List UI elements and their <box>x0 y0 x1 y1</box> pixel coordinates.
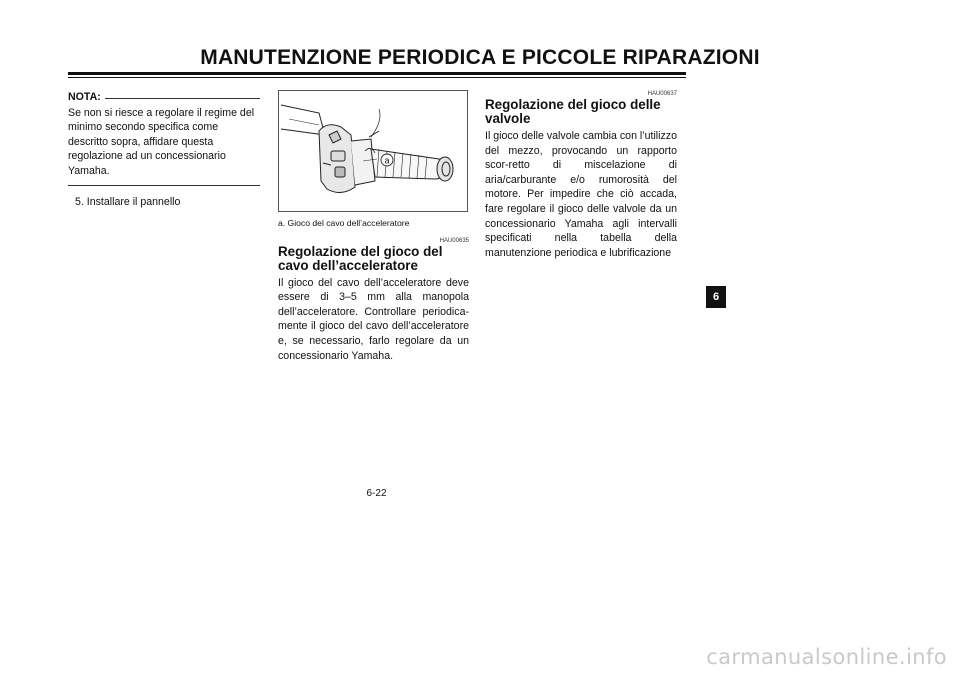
title-rule-thick <box>68 72 686 75</box>
section-title: Regolazione del gioco del cavo dell’acceleratore <box>278 243 443 273</box>
watermark: carmanualsonline.info <box>706 645 947 669</box>
throttle-grip-figure <box>278 90 468 212</box>
right-column <box>485 90 677 260</box>
note-text: Se non si riesce a regolare il regime del minimo secondo specifica come descritto sopra, affidare questa regolazione ad un concessionario Yamaha. <box>68 106 255 177</box>
throttle-grip-illustration <box>279 91 467 211</box>
section-title: Regolazione del gioco delle valvole <box>485 97 661 126</box>
section-code: HAU00637 <box>647 91 677 97</box>
figure-caption: a. Gioco del cavo dell’acceleratore <box>278 218 410 228</box>
note-header <box>68 90 260 105</box>
note-label: NOTA: <box>68 91 101 103</box>
chapter-tab: 6 <box>706 286 726 308</box>
title-rule-thin <box>68 77 686 78</box>
section-text: Il gioco delle valvole cambia con l’utilizzo del mezzo, provocando un rapporto scor-retto di miscelazione di aria/carburante e/o rumorosità del motore. Per impedire che ciò accada, fare regolare il gioco delle valvole da un concessionario Yamaha agli intervalli specificati nella tabella della manutenzione periodica e lubrificazione <box>485 130 677 259</box>
figure-callout-label: a <box>384 155 390 166</box>
page-title: MANUTENZIONE PERIODICA E PICCOLE RIPARAZIONI <box>200 46 760 69</box>
step-item: 5. Installare il pannello <box>75 195 181 208</box>
section-text: Il gioco del cavo dell’acceleratore deve essere di 3–5 mm alla manopola dell’acceleratore. Controllare periodica-mente il gioco del cavo dell’acceleratore e, se necessario, farlo regolare da un concessionario Yamaha. <box>278 276 469 362</box>
section-code: HAU00635 <box>439 237 469 244</box>
middle-column <box>278 90 469 363</box>
note-rule <box>105 98 260 99</box>
note-end-rule <box>68 185 260 186</box>
page-number: 6-22 <box>366 488 387 499</box>
left-column <box>68 90 260 209</box>
